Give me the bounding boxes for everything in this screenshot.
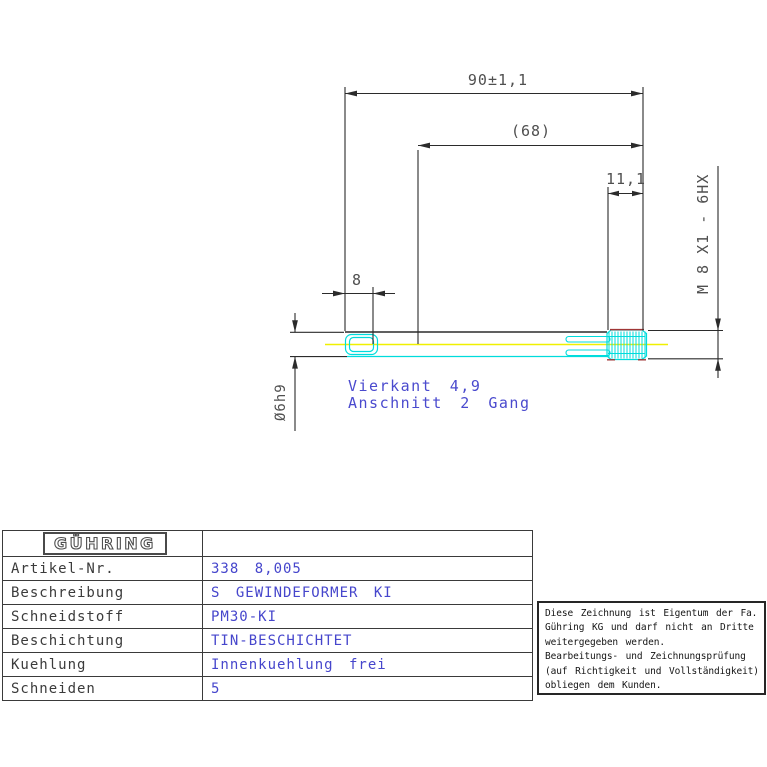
disclaimer-line: weitergegeben werden. bbox=[545, 636, 666, 648]
dimension-square-length bbox=[322, 287, 395, 344]
dim-square-length-label: 8 bbox=[351, 271, 363, 289]
row-label: Kuehlung bbox=[3, 653, 203, 677]
row-label: Beschreibung bbox=[3, 581, 203, 605]
note-square: Vierkant 4,9 bbox=[348, 377, 482, 395]
flute-upper bbox=[566, 337, 610, 343]
row-label: Beschichtung bbox=[3, 629, 203, 653]
logo-cell bbox=[3, 531, 203, 557]
table-header-empty-cell bbox=[203, 531, 533, 557]
row-label: Artikel-Nr. bbox=[3, 557, 203, 581]
dimension-thread-length bbox=[608, 187, 643, 330]
spec-table bbox=[2, 530, 533, 701]
note-lead: Anschnitt 2 Gang bbox=[348, 394, 531, 412]
row-value: TIN-BESCHICHTET bbox=[203, 629, 533, 653]
table-row bbox=[3, 677, 533, 701]
disclaimer-line: Gühring KG und darf nicht an Dritte bbox=[545, 622, 754, 634]
row-value: S GEWINDEFORMER KI bbox=[203, 581, 533, 605]
dim-thread-spec-label: M 8 X1 - 6HX bbox=[694, 173, 712, 295]
row-label: Schneiden bbox=[3, 677, 203, 701]
flute-lower bbox=[566, 350, 610, 356]
dim-neck-length-label: (68) bbox=[510, 122, 552, 140]
table-row bbox=[3, 653, 533, 677]
row-value: PM30-KI bbox=[203, 605, 533, 629]
row-value: 5 bbox=[203, 677, 533, 701]
tool-view bbox=[325, 330, 668, 360]
guehring-logo: GÜHRING bbox=[43, 532, 167, 555]
table-row bbox=[3, 581, 533, 605]
disclaimer-line: obliegen dem Kunden. bbox=[545, 680, 662, 692]
dim-overall-length-label: 90±1,1 bbox=[467, 71, 529, 89]
dimension-shank-diameter bbox=[290, 313, 347, 431]
table-row bbox=[3, 629, 533, 653]
disclaimer-line: Bearbeitungs- und Zeichnungsprüfung bbox=[545, 651, 746, 663]
row-label: Schneidstoff bbox=[3, 605, 203, 629]
dim-shank-diameter-label: Ø6h9 bbox=[273, 383, 289, 421]
table-row bbox=[3, 557, 533, 581]
dim-thread-length-label: 11,1 bbox=[605, 170, 647, 188]
row-value: Innenkuehlung frei bbox=[203, 653, 533, 677]
table-header-row bbox=[3, 531, 533, 557]
disclaimer-line: Diese Zeichnung ist Eigentum der Fa. bbox=[545, 608, 758, 619]
table-row bbox=[3, 605, 533, 629]
disclaimer-line: (auf Richtigkeit und Vollständigkeit) bbox=[545, 665, 759, 677]
row-value: 338 8,005 bbox=[203, 557, 533, 581]
disclaimer-box bbox=[537, 601, 766, 695]
